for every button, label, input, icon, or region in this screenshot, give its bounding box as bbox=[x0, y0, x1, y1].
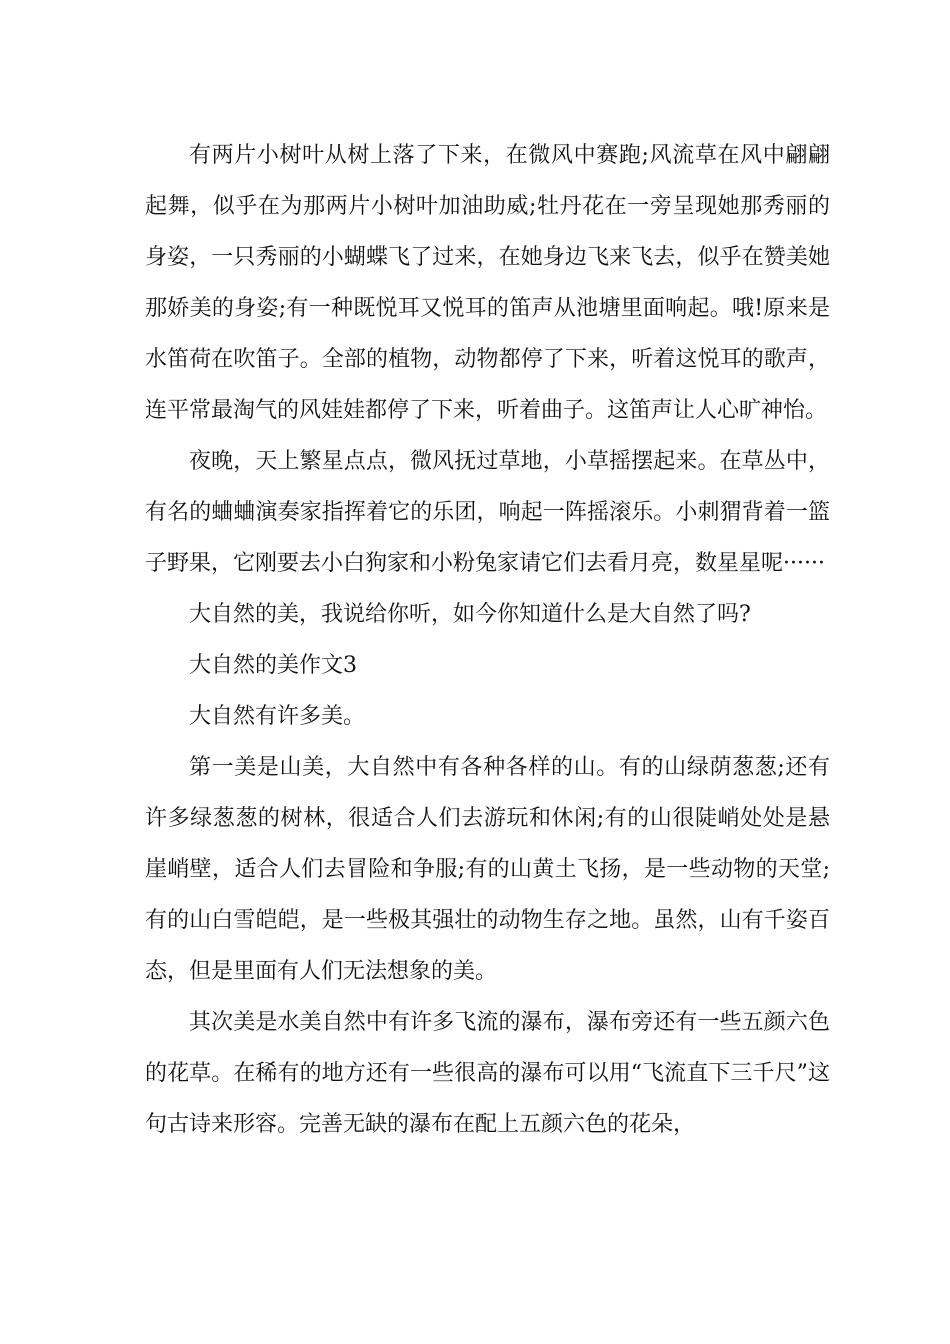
document-body bbox=[145, 130, 830, 1150]
essay-heading: 大自然的美作文3 bbox=[189, 653, 357, 678]
paragraph-waterlily-flute: 有两片小树叶从树上落了下来，在微风中赛跑;风流草在风中翩翩起舞，似乎在为那两片小树叶加油助威;牡丹花在一旁呈现她那秀丽的身姿，一只秀丽的小蝴蝶飞了过来，在她身边飞来飞去，似乎在赞美她那娇美的身姿;有一种既悦耳又悦耳的笛声从池塘里面响起。哦!原来是水笛荷在吹笛子。全部的植物，动物都停了下来，听着这悦耳的歌声，连平常最淘气的风娃娃都停了下来，听着曲子。这笛声让人心旷神怡。 bbox=[145, 143, 830, 423]
paragraph-mountain-beauty: 第一美是山美，大自然中有各种各样的山。有的山绿荫葱葱;还有许多绿葱葱的树林，很适合人们去游玩和休闲;有的山很陡峭处处是悬崖峭壁，适合人们去冒险和争服;有的山黄土飞扬，是一些动物的天堂;有的山白雪皑皑，是一些极其强壮的动物生存之地。虽然，山有千姿百态，但是里面有人们无法想象的美。 bbox=[145, 755, 830, 984]
paragraph-water-beauty: 其次美是水美自然中有许多飞流的瀑布，瀑布旁还有一些五颜六色的花草。在稀有的地方还有一些很高的瀑布可以用“飞流直下三千尺”这句古诗来形容。完善无缺的瀑布在配上五颜六色的花朵， bbox=[145, 1010, 830, 1137]
paragraph-intro: 大自然有许多美。 bbox=[189, 704, 366, 729]
paragraph-night-scene: 夜晚，天上繁星点点，微风抚过草地，小草摇摆起来。在草丛中，有名的蛐蛐演奏家指挥着它的乐团，响起一阵摇滚乐。小刺猬背着一篮子野果，它刚要去小白狗家和小粉兔家请它们去看月亮，数星星呢······ bbox=[145, 449, 830, 576]
paragraph-closing-question: 大自然的美，我说给你听，如今你知道什么是大自然了吗? bbox=[189, 602, 751, 627]
